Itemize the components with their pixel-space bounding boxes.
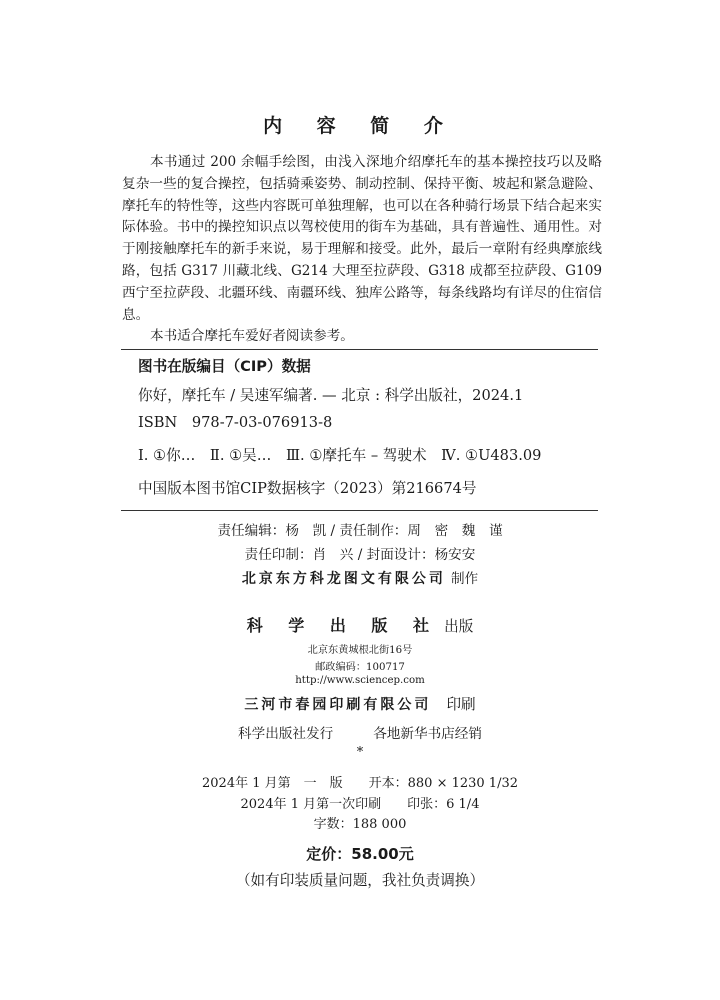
editors-credit: 责任编辑：杨 凯 / 责任制作：周 密 魏 谨 [217,523,503,539]
publisher-postcode: 邮政编码：100717 [315,662,405,673]
cip-line-isbn: ISBN 978-7-03-076913-8 [138,414,333,431]
edition-line: 2024年 1 月第 一 版 开本：880 × 1230 1/32 [202,776,518,791]
print-line: 2024年 1 月第一次印刷 印张：6 1/4 [240,797,480,812]
cip-line-title: 你好，摩托车 / 吴速军编著. — 北京 : 科学出版社，2024.1 [138,387,524,404]
publisher-address: 北京东黄城根北街16号 [307,645,413,656]
publisher-suffix: 出版 [444,618,474,635]
word-count: 字数：188 000 [313,817,407,832]
summary-paragraph-1: 本书通过 200 余幅手绘图，由浅入深地介绍摩托车的基本操控技巧以及略复杂一些的复合操控，包括骑乘姿势、制动控制、保持平衡、坡起和紧急避险、摩托车的特性等，这些内容既可单独理解，也可以在各种骑行场景下结合起来实际体验。书中的操控知识点以驾校使用的街车为基础，具有普遍性、通用性。对于刚接触摩托车的新手来说，易于理解和接受。此外，最后一章附有经典摩旅线路，包括 G317 川藏北线、G214 大理至拉萨段、G318 成都至拉萨段、G109 西宁至拉萨段、北疆环线、南疆环线、独库公路等，每条线路均有详尽的住宿信息。 [122,154,602,323]
issuer: 科学出版社发行 [238,726,334,742]
producer-suffix: 制作 [450,571,479,587]
producer-name: 北京东方科龙图文有限公司 [241,571,446,587]
printer-suffix: 印刷 [446,696,476,713]
section-title: 内 容 简 介 [263,115,457,137]
publisher-url: http://www.sciencep.com [295,675,425,686]
producer-line [0,567,720,588]
seller: 各地新华书店经销 [373,726,482,742]
printer-name: 三河市春园印刷有限公司 [244,697,432,713]
cip-heading: 图书在版编目（CIP）数据 [138,358,311,375]
quality-notice: （如有印装质量问题，我社负责调换） [235,872,485,889]
cip-line-record: 中国版本图书馆CIP数据核字（2023）第216674号 [138,480,477,497]
divider-bottom [121,510,598,511]
publisher-line [0,613,720,636]
summary-paragraph-2: 本书适合摩托车爱好者阅读参考。 [150,328,354,345]
separator-star: * [356,745,364,760]
distribution-line [0,722,720,742]
cip-line-classification: Ⅰ. ①你… Ⅱ. ①吴… Ⅲ. ①摩托车 – 驾驶术 Ⅳ. ①U483.09 [138,447,542,464]
content-summary [122,152,602,348]
publisher-name: 科 学 出 版 社 [246,616,439,635]
printer-line [0,693,720,714]
price: 定价：58.00元 [306,845,414,863]
printing-credit: 责任印制：肖 兴 / 封面设计：杨安安 [244,547,476,563]
divider-top [121,349,598,350]
